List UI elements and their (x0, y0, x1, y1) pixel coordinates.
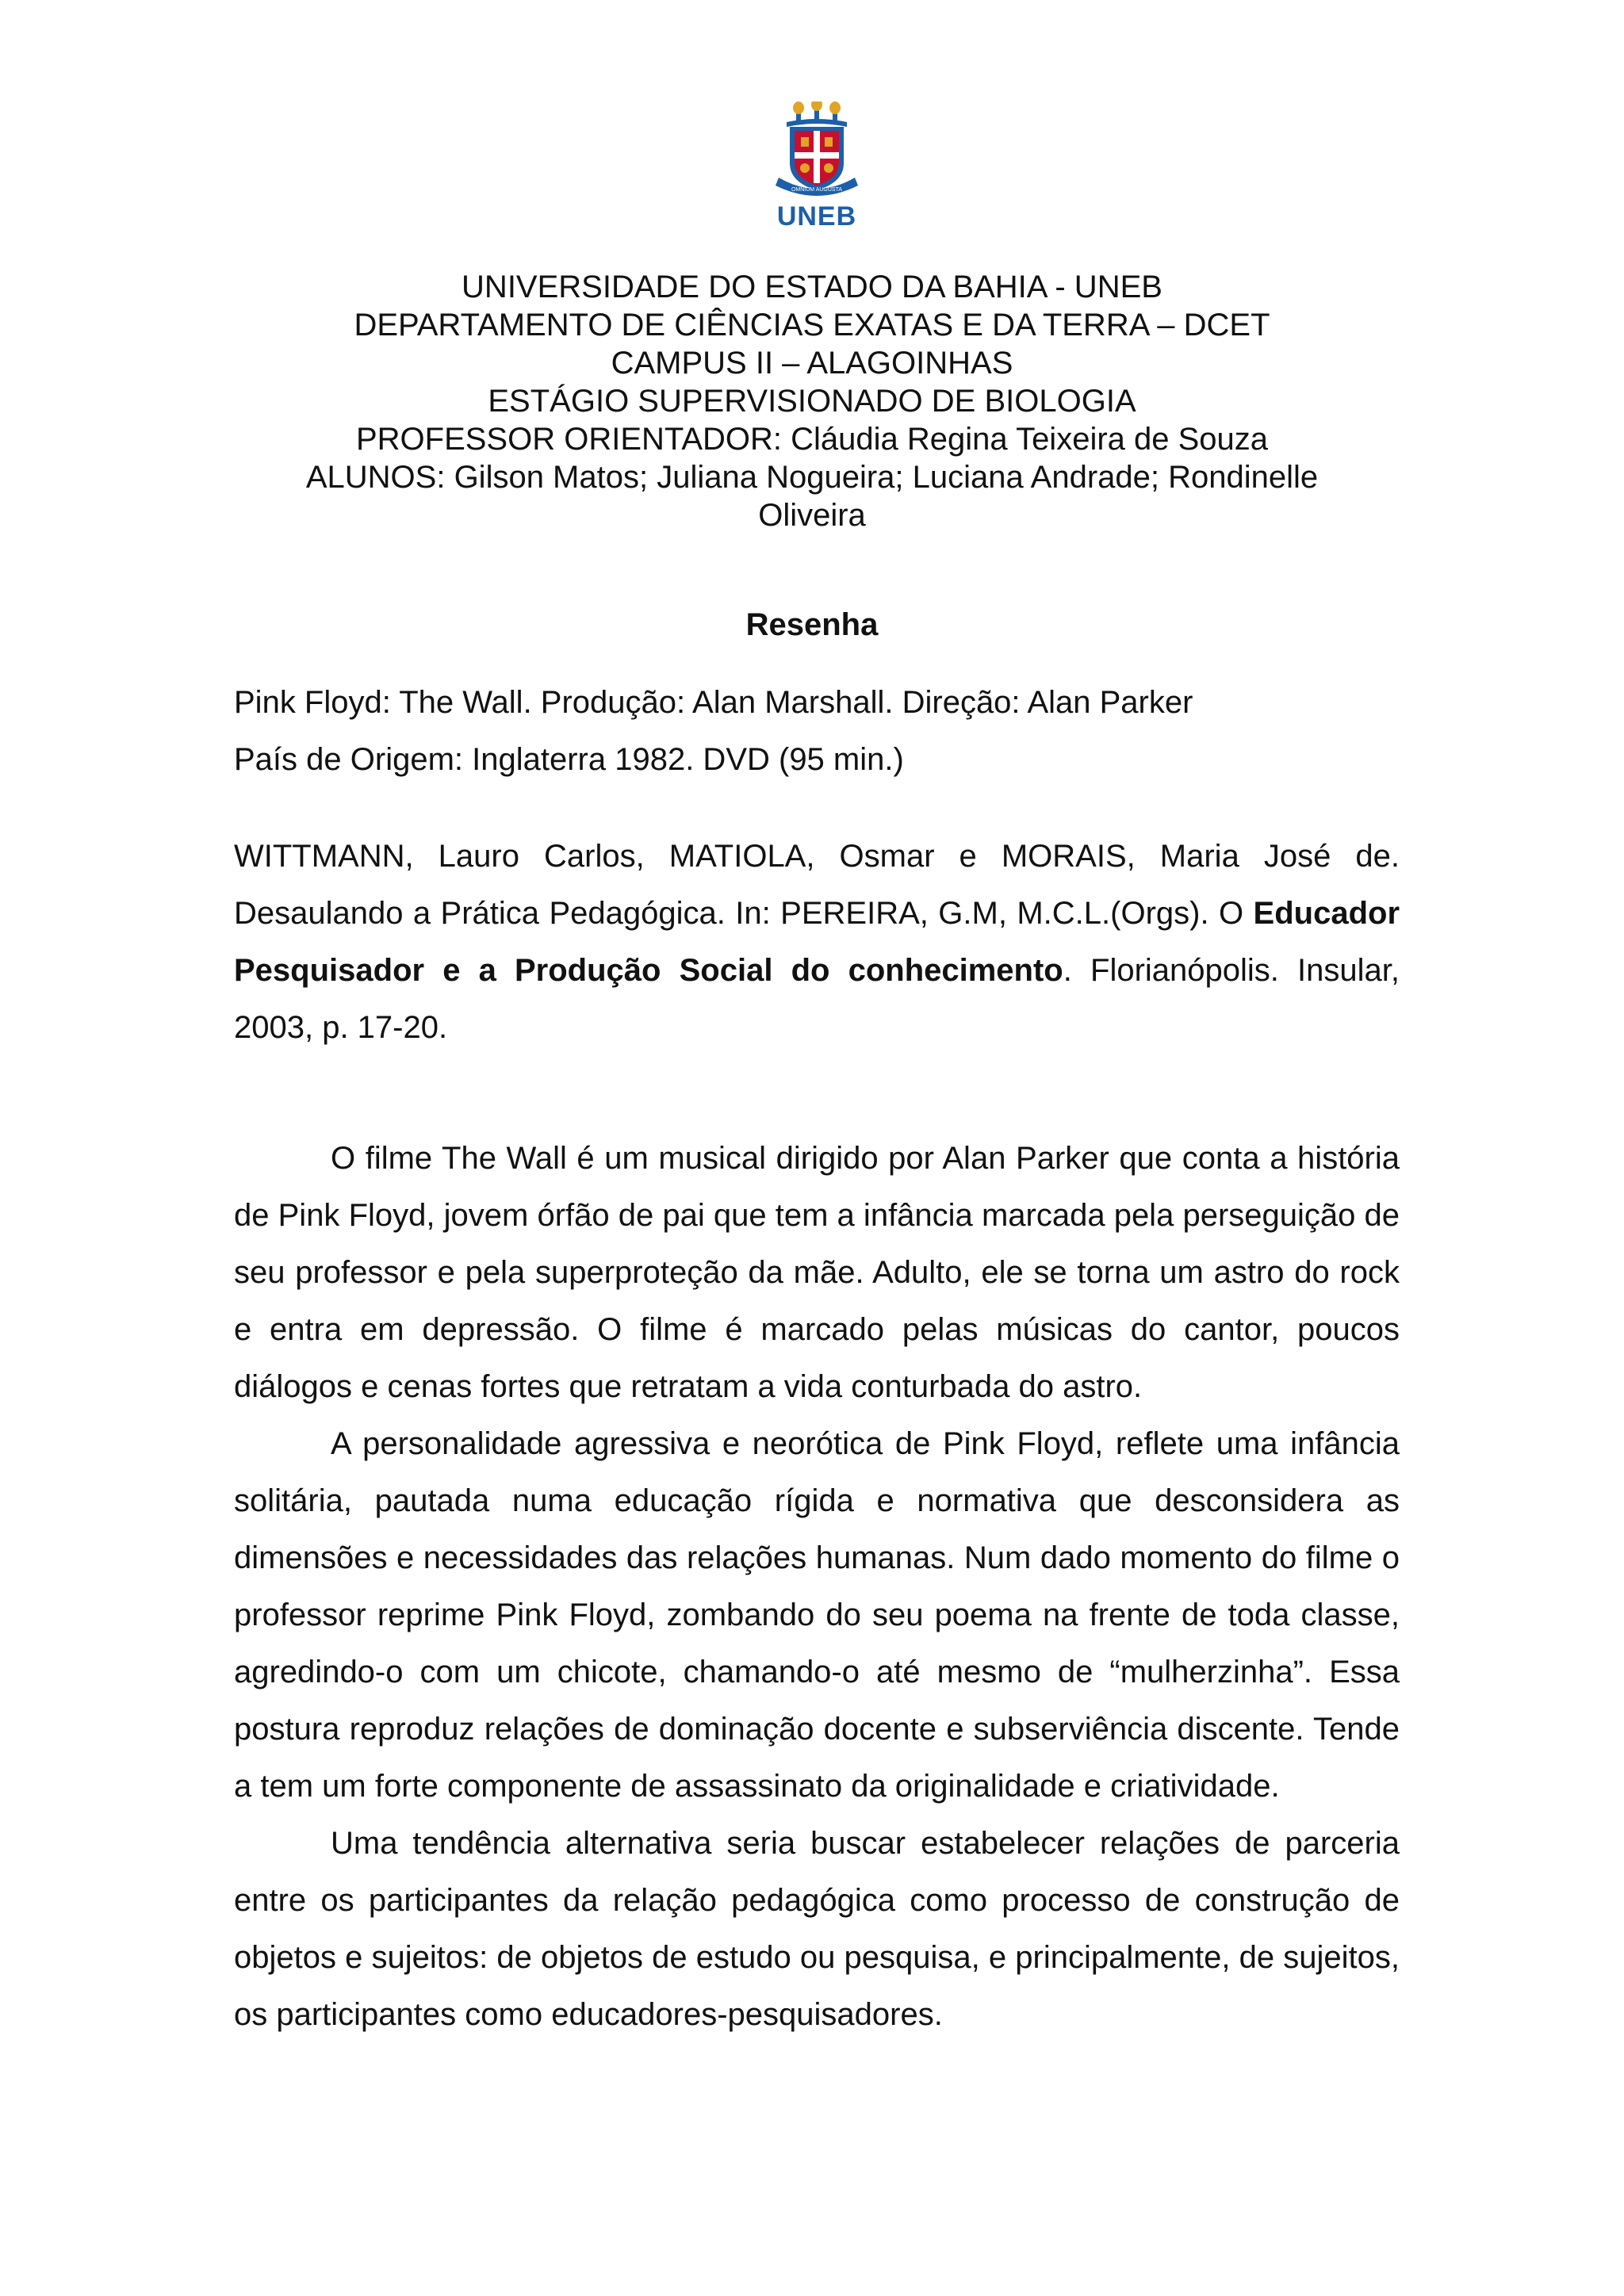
header-course: ESTÁGIO SUPERVISIONADO DE BIOLOGIA (488, 384, 1136, 419)
page-title: Resenha (745, 607, 879, 642)
book-reference (234, 828, 1400, 1056)
logo-brand-text: UNEB (776, 201, 857, 232)
header-campus: CAMPUS II – ALAGOINHAS (611, 346, 1013, 381)
header-department: DEPARTAMENTO DE CIÊNCIAS EXATAS E DA TERRA – DCET (354, 308, 1270, 342)
film-reference-line-1: Pink Floyd: The Wall. Produção: Alan Marshall. Direção: Alan Parker (234, 685, 1193, 720)
uneb-logo (745, 101, 888, 236)
book-reference-title: Educador Pesquisador e a Produção Social do conhecimento (234, 896, 1400, 988)
header-university: UNIVERSIDADE DO ESTADO DA BAHIA - UNEB (462, 270, 1162, 304)
paragraph-1: O filme The Wall é um musical dirigido por Alan Parker que conta a história de Pink Floyd, jovem órfão de pai que tem a infância marcada pela perseguição de seu professor e pela superproteção da mãe. Adulto, ele se torna um astro do rock e entra em depressão. O filme é marcado pelas músicas do cantor, poucos diálogos e cenas fortes que retratam a vida conturbada do astro. (234, 1141, 1400, 1404)
film-reference-line-2: País de Origem: Inglaterra 1982. DVD (95 min.) (234, 742, 904, 777)
review-body (234, 1130, 1400, 2043)
logo-motto: OMNIUM AUGUSTA (791, 187, 843, 193)
document-header (159, 268, 1465, 534)
uneb-crest-icon (745, 101, 888, 200)
paragraph-2: A personalidade agressiva e neorótica de Pink Floyd, reflete uma infância solitária, pautada numa educação rígida e normativa que desconsidera as dimensões e necessidades das relações humanas. Num dado momento do filme o professor reprime Pink Floyd, zombando do seu poema na frente de toda classe, agredindo-o com um chicote, chamando-o até mesmo de “mulherzinha”. Essa postura reproduz relações de dominação docente e subserviência discente. Tende a tem um forte componente de assassinato da originalidade e criatividade. (234, 1426, 1400, 1804)
header-students: ALUNOS: Gilson Matos; Juliana Nogueira; Luciana Andrade; Rondinelle Oliveira (305, 460, 1319, 533)
book-reference-authors: WITTMANN, Lauro Carlos, MATIOLA, Osmar e MORAIS, Maria José de. Desaulando a Prática Pedagógica. In: PEREIRA, G.M, M.C.L.(Orgs). O (234, 839, 1400, 931)
header-advisor: PROFESSOR ORIENTADOR: Cláudia Regina Teixeira de Souza (355, 422, 1269, 457)
book-reference-publisher: . Florianópolis. Insular, 2003, p. 17-20. (234, 953, 1400, 1045)
paragraph-3: Uma tendência alternativa seria buscar estabelecer relações de parceria entre os participantes da relação pedagógica como processo de construção de objetos e sujeitos: de objetos de estudo ou pesquisa, e principalmente, de sujeitos, os participantes como educadores-pesquisadores. (234, 1826, 1400, 2032)
